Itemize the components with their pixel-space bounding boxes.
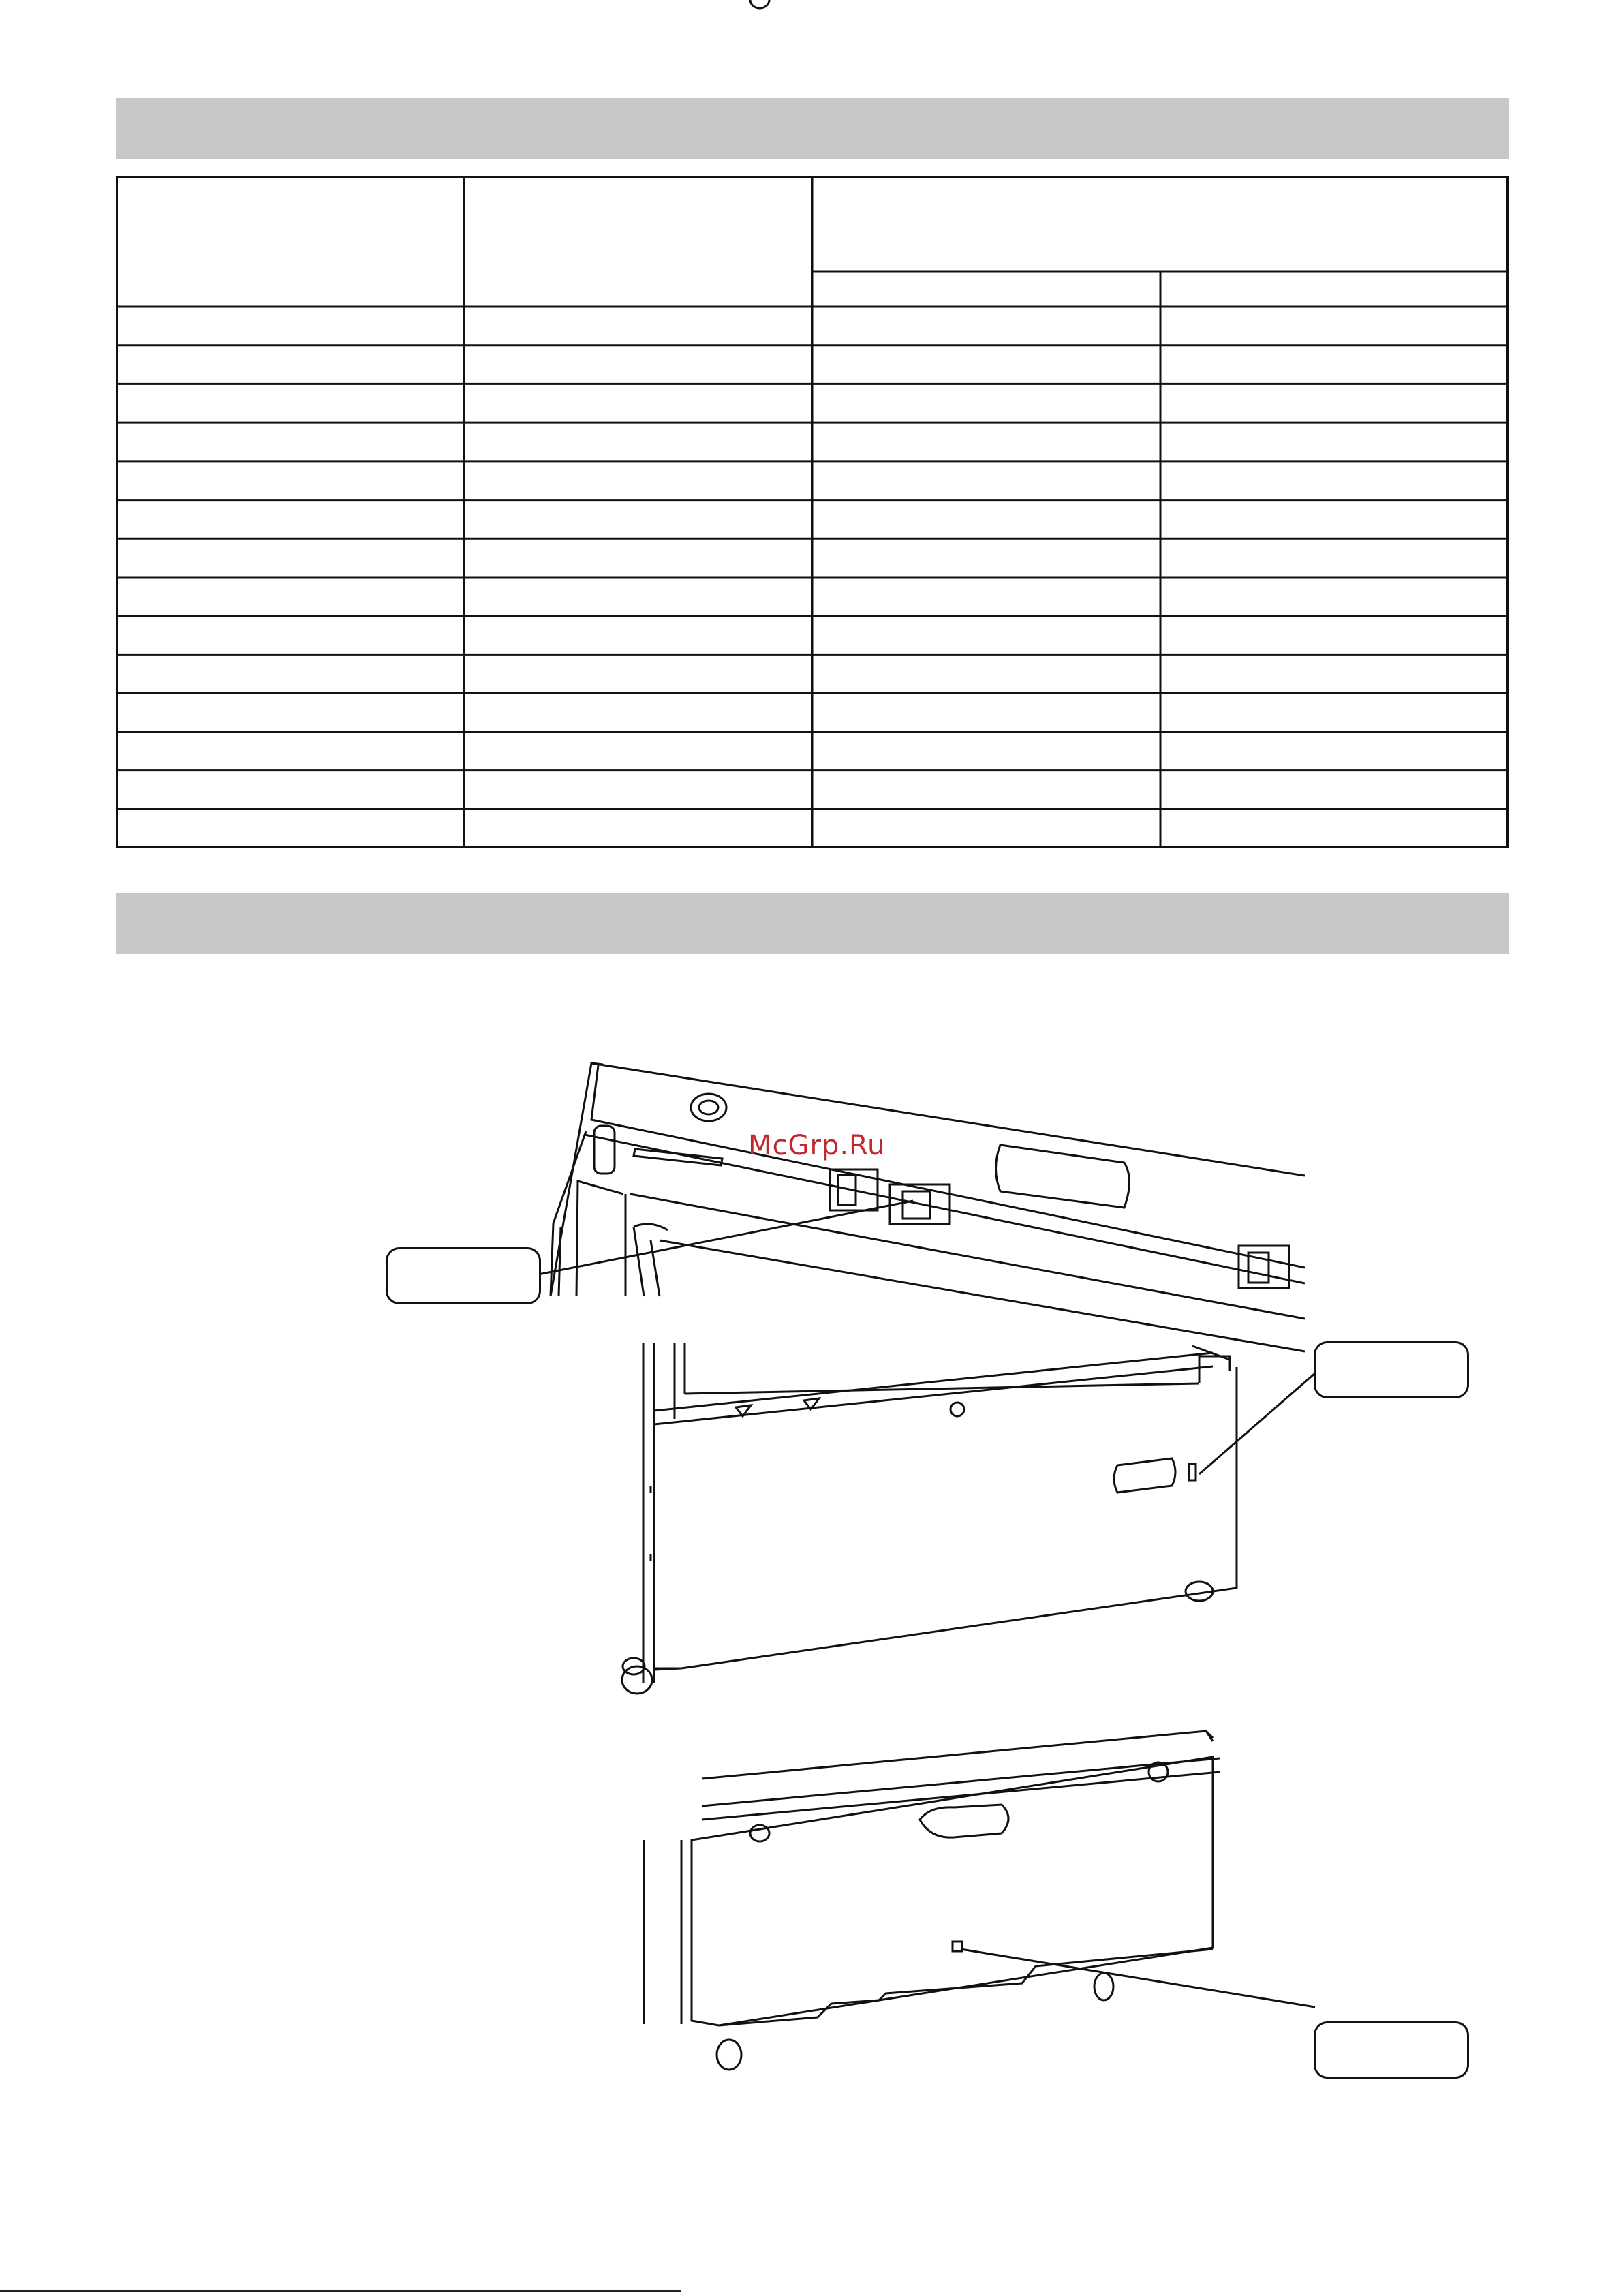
callout-box-1 [386, 1247, 541, 1304]
footer-rule [0, 2290, 681, 2292]
front-panel-drawing [622, 1343, 1237, 1694]
section-header-band-1 [116, 98, 1509, 159]
top-frame-drawing [551, 1063, 1305, 1351]
callout-box-2 [1314, 1341, 1469, 1398]
watermark-text: McGrp.Ru [748, 1130, 886, 1161]
section-header-band-2 [116, 893, 1509, 954]
spec-table [116, 176, 1509, 848]
callout-box-3 [1314, 2021, 1469, 2079]
